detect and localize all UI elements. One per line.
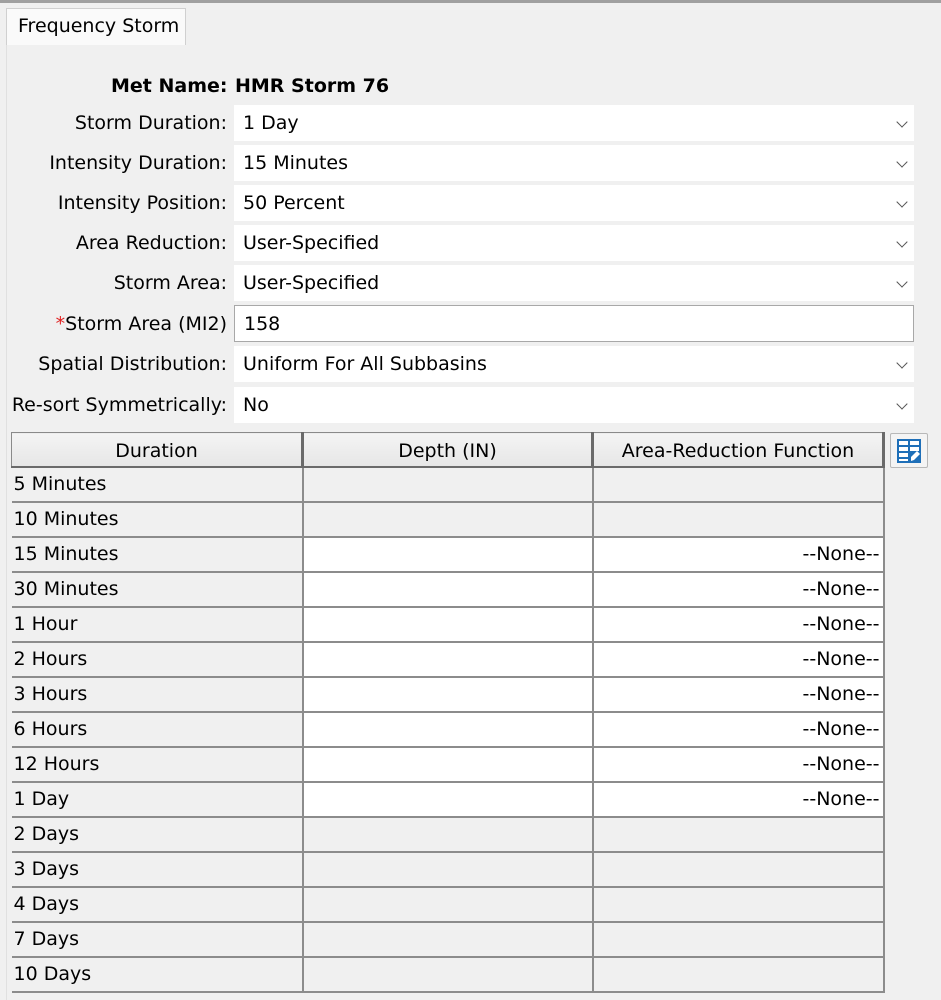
spatial-distribution-select[interactable] xyxy=(234,346,914,382)
resort-symmetrically-label: Re-sort Symmetrically: xyxy=(11,394,227,416)
area-reduction-function-cell[interactable]: --None-- xyxy=(593,677,884,712)
chevron-down-icon xyxy=(896,196,907,207)
duration-cell: 7 Days xyxy=(12,922,303,957)
depth-cell[interactable] xyxy=(303,677,593,712)
duration-cell: 10 Days xyxy=(12,957,303,992)
intensity-duration-label: Intensity Duration: xyxy=(49,152,227,174)
chevron-down-icon xyxy=(896,236,907,247)
spatial-distribution-value: Uniform For All Subbasins xyxy=(243,353,487,375)
depth-cell xyxy=(303,467,593,502)
intensity-position-value: 50 Percent xyxy=(243,192,345,214)
intensity-position-label: Intensity Position: xyxy=(57,192,227,214)
area-reduction-function-cell xyxy=(593,922,884,957)
window-top-border xyxy=(0,0,941,3)
duration-cell: 10 Minutes xyxy=(12,502,303,537)
storm-area-mi2-label xyxy=(56,313,227,335)
storm-area-mi2-input[interactable] xyxy=(234,305,914,342)
depth-cell[interactable] xyxy=(303,712,593,747)
area-reduction-function-cell xyxy=(593,887,884,922)
depth-cell xyxy=(303,852,593,887)
chevron-down-icon xyxy=(896,116,907,127)
required-marker: * xyxy=(55,313,66,335)
table-row xyxy=(12,922,884,957)
duration-cell: 30 Minutes xyxy=(12,572,303,607)
area-reduction-label: Area Reduction: xyxy=(75,232,227,254)
area-reduction-function-cell xyxy=(593,817,884,852)
duration-depth-table xyxy=(11,432,885,993)
storm-duration-select[interactable] xyxy=(234,105,914,141)
area-reduction-select[interactable] xyxy=(234,225,914,261)
met-name-value: HMR Storm 76 xyxy=(235,75,390,97)
table-row xyxy=(12,467,884,502)
intensity-duration-value: 15 Minutes xyxy=(243,152,349,174)
column-header-depth[interactable]: Depth (IN) xyxy=(303,433,593,467)
resort-symmetrically-value: No xyxy=(243,394,269,416)
area-reduction-function-cell[interactable]: --None-- xyxy=(593,607,884,642)
resort-symmetrically-select[interactable] xyxy=(234,387,914,423)
area-reduction-function-cell xyxy=(593,502,884,537)
duration-cell: 3 Days xyxy=(12,852,303,887)
duration-cell: 15 Minutes xyxy=(12,537,303,572)
table-row xyxy=(12,572,884,607)
depth-cell[interactable] xyxy=(303,747,593,782)
depth-cell[interactable] xyxy=(303,572,593,607)
met-name-label: Met Name: xyxy=(111,75,228,97)
table-row xyxy=(12,537,884,572)
table-row xyxy=(12,747,884,782)
depth-cell[interactable] xyxy=(303,537,593,572)
duration-cell: 4 Days xyxy=(12,887,303,922)
tab-label: Frequency Storm xyxy=(18,15,180,37)
storm-duration-label: Storm Duration: xyxy=(74,112,227,134)
table-row xyxy=(12,887,884,922)
table-row xyxy=(12,677,884,712)
area-reduction-function-cell[interactable]: --None-- xyxy=(593,572,884,607)
depth-cell xyxy=(303,817,593,852)
area-reduction-value: User-Specified xyxy=(243,232,380,254)
area-reduction-function-cell xyxy=(593,957,884,992)
tab-frequency-storm[interactable] xyxy=(6,8,186,46)
chevron-down-icon xyxy=(896,276,907,287)
intensity-position-select[interactable] xyxy=(234,185,914,221)
storm-area-mi2-label-text: Storm Area (MI2) xyxy=(65,313,227,335)
duration-cell: 3 Hours xyxy=(12,677,303,712)
duration-cell: 2 Days xyxy=(12,817,303,852)
duration-cell: 5 Minutes xyxy=(12,467,303,502)
chevron-down-icon xyxy=(896,398,907,409)
depth-cell[interactable] xyxy=(303,607,593,642)
table-edit-icon xyxy=(896,438,922,464)
chevron-down-icon xyxy=(896,156,907,167)
table-row xyxy=(12,957,884,992)
area-reduction-function-cell[interactable]: --None-- xyxy=(593,712,884,747)
storm-area-label: Storm Area: xyxy=(113,272,227,294)
chevron-down-icon xyxy=(896,357,907,368)
storm-duration-value: 1 Day xyxy=(243,112,299,134)
table-row xyxy=(12,642,884,677)
table-row xyxy=(12,782,884,817)
area-reduction-function-cell[interactable]: --None-- xyxy=(593,782,884,817)
table-row xyxy=(12,817,884,852)
table-row xyxy=(12,607,884,642)
duration-cell: 6 Hours xyxy=(12,712,303,747)
depth-cell[interactable] xyxy=(303,782,593,817)
table-row xyxy=(12,502,884,537)
table-row xyxy=(12,852,884,887)
area-reduction-function-cell[interactable]: --None-- xyxy=(593,642,884,677)
duration-cell: 1 Hour xyxy=(12,607,303,642)
area-reduction-function-cell[interactable]: --None-- xyxy=(593,747,884,782)
table-row xyxy=(12,712,884,747)
depth-cell xyxy=(303,502,593,537)
storm-area-value: User-Specified xyxy=(243,272,380,294)
column-header-area-reduction-function[interactable]: Area-Reduction Function xyxy=(593,433,884,467)
duration-cell: 2 Hours xyxy=(12,642,303,677)
storm-area-mi2-value: 158 xyxy=(244,313,281,335)
intensity-duration-select[interactable] xyxy=(234,145,914,181)
area-reduction-function-cell xyxy=(593,467,884,502)
duration-cell: 12 Hours xyxy=(12,747,303,782)
depth-cell[interactable] xyxy=(303,642,593,677)
column-header-duration[interactable]: Duration xyxy=(12,433,303,467)
spatial-distribution-label: Spatial Distribution: xyxy=(38,353,227,375)
depth-cell xyxy=(303,922,593,957)
depth-cell xyxy=(303,887,593,922)
duration-cell: 1 Day xyxy=(12,782,303,817)
table-edit-button[interactable] xyxy=(890,433,928,468)
area-reduction-function-cell[interactable]: --None-- xyxy=(593,537,884,572)
area-reduction-function-cell xyxy=(593,852,884,887)
storm-area-select[interactable] xyxy=(234,265,914,301)
depth-cell xyxy=(303,957,593,992)
